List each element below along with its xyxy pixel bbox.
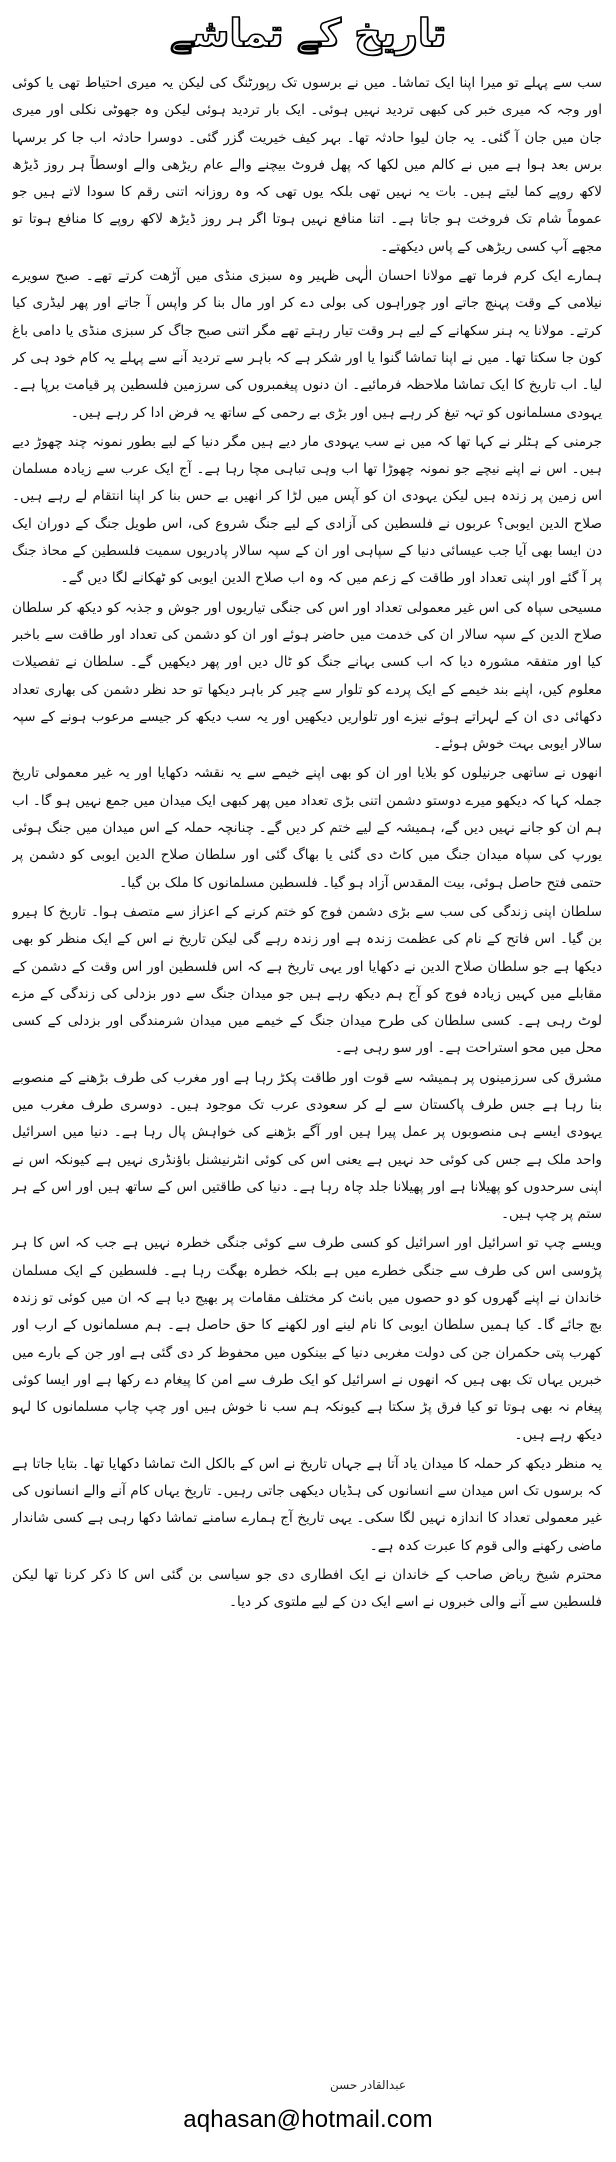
paragraph: محترم شیخ ریاض صاحب کے خاندان نے ایک افطاری دی جو سیاسی بن گئی اس کا ذکر کرنا تھا لیکن فلسطین سے آنے والی خبروں نے اسے ایک دن کے لیے ملتوی کر دیا۔ [12, 1567, 602, 1611]
paragraph: سب سے پہلے تو میرا اپنا ایک تماشا۔ میں نے برسوں تک رپورٹنگ کی لیکن یہ میری احتیاط تھی یا کوئی اور وجہ کہ میری خبر کی کبھی تردید نہیں ہوئی۔ ایک بار تردید ہوئی لیکن وہ جھوٹی نکلی اور میری جان میں جان آ گئی۔ یہ جان لیوا حادثہ تھا۔ بہر کیف خیریت گزر گئی۔ دوسرا حادثہ اب جا کر برسہا برس بعد ہوا ہے میں نے کالم میں لکھا کہ پھل فروٹ بیچنے والے عام ریڑھی والے اوسطاً ہر روز ڈیڑھ لاکھ روپے کما لیتے ہیں۔ بات یہ نہیں تھی بلکہ یوں تھی کہ وہ روزانہ اتنی رقم کا سودا لاتے ہیں جو عموماً شام تک فروخت ہو جاتا ہے۔ اتنا منافع نہیں ہوتا اگر ہر روز ڈیڑھ لاکھ روپے کا منافع ہوتا تو مجھے آپ کسی ریڑھی کے پاس دیکھتے۔ [12, 75, 602, 255]
paragraph: ویسے چپ تو اسرائیل اور اسرائیل کو کسی طرف سے کوئی جنگی خطرہ نہیں ہے جب کہ اس کا ہر پڑوسی اس کی طرف سے جنگی خطرے میں ہے بلکہ خطرہ بھگت رہا ہے۔ فلسطین کے ایک مسلمان خاندان نے اپنے گھروں کو دو حصوں میں بانٹ کر مختلف مقامات پر بھیج دیا ہے کہ ان میں کوئی تو زندہ بچ جائے گا۔ کیا ہمیں سلطان ایوبی کا نام لینے اور لکھنے کا حق حاصل ہے۔ ہم مسلمانوں کے ارب اور کھرب پتی حکمران جن کی دولت مغربی دنیا کے بینکوں میں محفوظ کر دی گئی ہے اور جن کے بارے میں خبریں یہاں تک بھی ہیں کہ انھوں نے اسرائیل کو ایک طرف سے امن کا پیغام دے رکھا ہے اور ایسا کوئی پیغام نہ بھی ہوتا تو کیا فرق پڑ سکتا ہے کیونکہ ہم سب نا خوش ہیں اور چپ چاپ مسلمانوں کا لہو دیکھ رہے ہیں۔ [12, 1235, 602, 1443]
title-banner [0, 4, 616, 66]
paragraph: مشرق کی سرزمینوں پر ہمیشہ سے قوت اور طاقت پکڑ رہا ہے اور مغرب کی طرف بڑھنے کے منصوبے بنا رہا ہے جس طرف پاکستان سے لے کر سعودی عرب تک موجود ہیں۔ دوسری طرف مغرب میں یہودی ایسے ہی منصوبوں پر عمل پیرا ہیں اور آگے بڑھنے کی خواہش پال رہا ہے۔ دنیا میں اسرائیل واحد ملک ہے جس کی کوئی حد نہیں ہے یعنی اس کی کوئی انٹرنیشنل باؤنڈری نہیں ہے کیونکہ اس نے اپنی سرحدوں کو پھیلانا ہے اور پھیلانا جلد چاہ رہا ہے۔ دنیا کی طاقتیں اس کے ساتھ ہیں اور اس کے ہر ستم پر چپ ہیں۔ [12, 1069, 602, 1223]
author-email[interactable]: aqhasan@hotmail.com [183, 2106, 433, 2133]
author-signature: عبدالقادر حسن [329, 2078, 406, 2092]
paragraph: مسیحی سپاہ کی اس غیر معمولی تعداد اور اس کی جنگی تیاریوں اور جوش و جذبہ کو دیکھ کر سلطان صلاح الدین کے سپہ سالار ان کی خدمت میں حاضر ہوئے اور ان کو دشمن کی تعداد اور طاقت سے باخبر کیا اور متفقہ مشورہ دیا کہ اب کسی بہانے جنگ کو ٹال دیں اور پھر دیکھیں گے۔ سلطان نے تفصیلات معلوم کیں، اپنے بند خیمے کے ایک پردے کو تلوار سے چیر کر باہر دیکھا تو حد نظر دشمن کی بھاری تعداد دکھائی دی ان کے لہراتے ہوئے نیزے اور تلواریں دیکھیں اور یہ سب دیکھ کر جیسے مرعوب ہونے کے سپہ سالار ایوبی بہت خوش ہوئے۔ [12, 599, 602, 753]
article-body [12, 70, 602, 2068]
column-title: تاریخ کے تماشے [169, 11, 447, 55]
paragraph: یہ منظر دیکھ کر حملہ کا میدان یاد آتا ہے جہاں تاریخ نے اس کے بالکل الٹ تماشا دکھایا تھا۔ بتایا جاتا ہے کہ برسوں تک اس میدان سے انسانوں کی ہڈیاں دیکھی جاتی رہیں۔ تاریخ یہاں کام آنے والے انسانوں کی غیر معمولی تعداد کا اندازہ نہیں لگا سکی۔ یہی تاریخ آج ہمارے سامنے تماشا دکھا رہی ہے کسی شاندار ماضی رکھنے والی قوم کا عبرت کدہ ہے۔ [12, 1455, 602, 1554]
paragraph: جرمنی کے ہٹلر نے کہا تھا کہ میں نے سب یہودی مار دیے ہیں مگر دنیا کے لیے بطور نمونہ چند چھوڑ دیے ہیں۔ اس نے اپنے نیچے جو نمونہ چھوڑا تھا اب وہی تباہی مچا رہا ہے۔ آج ایک عرب سے زیادہ مسلمان اس زمین پر زندہ ہیں لیکن یہودی ان کو آپس میں لڑا کر انھیں بے حس بنا کر اپنا انتقام لے رہے ہیں۔ صلاح الدین ایوبی؟ عربوں نے فلسطین کی آزادی کے لیے جنگ شروع کی، اس طویل جنگ کے دوران ایک دن ایسا بھی آیا جب عیسائی دنیا کے سپاہی اور ان کے سپہ سالار پادریوں سمیت فلسطین کے محاذ جنگ پر آ گئے اور اپنی تعداد اور طاقت کے زعم میں کہ وہ اب صلاح الدین ایوبی کو ٹھکانے لگا دیں گے۔ [12, 433, 602, 587]
paragraph: انھوں نے ساتھی جرنیلوں کو بلایا اور ان کو بھی اپنے خیمے سے یہ نقشہ دکھایا اور یہ غیر معمولی تاریخ جملہ کہا کہ دیکھو میرے دوستو دشمن اتنی بڑی تعداد میں پھر کبھی ایک میدان میں جمع نہیں ہو گا۔ اب ہم ان کو جانے نہیں دیں گے، ہمیشہ کے لیے ختم کر دیں گے۔ چنانچہ حملہ کے اس میدان میں جنگ ہوئی یورپ کی سپاہ میدان جنگ میں کاٹ دی گئی یا بھاگ گئی اور سلطان صلاح الدین ایوبی کو دشمن پر حتمی فتح حاصل ہوئی، بیت المقدس آزاد ہو گیا۔ فلسطین مسلمانوں کا ملک بن گیا۔ [12, 765, 602, 891]
paragraph: ہمارے ایک کرم فرما تھے مولانا احسان الٰہی ظہیر وہ سبزی منڈی میں آڑھت کرتے تھے۔ صبح سویرے نیلامی کے وقت پہنچ جاتے اور چوراہوں کی بولی دے کر اور مال بنا کر واپس آ جاتے اور پھر لیڈری کیا کرتے۔ مولانا یہ ہنر سکھانے کے لیے ہر وقت تیار رہتے تھے مگر اتنی صبح جاگ کر سبزی منڈی یا دامی باغ کون جا سکتا تھا۔ میں نے اپنا تماشا گنوا یا اور شکر ہے کہ باہر سے تردید آنے سے پہلے یہ کام خود ہی کر لیا۔ اب تاریخ کا ایک تماشا ملاحظہ فرمائیے۔ ان دنوں پیغمبروں کی سرزمین فلسطین پر قیامت برپا ہے۔ یہودی مسلمانوں کو تہہ تیغ کر رہے ہیں اور بڑی بے رحمی کے ساتھ یہ فرض ادا کر رہے ہیں۔ [12, 268, 602, 421]
paragraph: سلطان اپنی زندگی کی سب سے بڑی دشمن فوج کو ختم کرنے کے اعزاز سے متصف ہوا۔ تاریخ کا ہیرو بن گیا۔ اس فاتح کے نام کی عظمت زندہ ہے اور زندہ رہے گی لیکن تاریخ نے اس کے ایک منظر کو بھی دیکھا ہے جو سلطان صلاح الدین نے دکھایا اور یہی تاریخ ہے کہ اس فلسطین اور اس وقت کے دشمن کے مقابلے میں کہیں زیادہ فوج کو آج ہم دیکھ رہے ہیں جو میدان جنگ سے دور بزدلی کی زندگی کے مزے لوٹ رہی ہے۔ کسی سلطان کی طرح میدان جنگ کے خیمے میں میدان شرمندگی اور بزدلی کے کسی محل میں محو استراحت ہے۔ اور سو رہی ہے۔ [12, 903, 602, 1057]
